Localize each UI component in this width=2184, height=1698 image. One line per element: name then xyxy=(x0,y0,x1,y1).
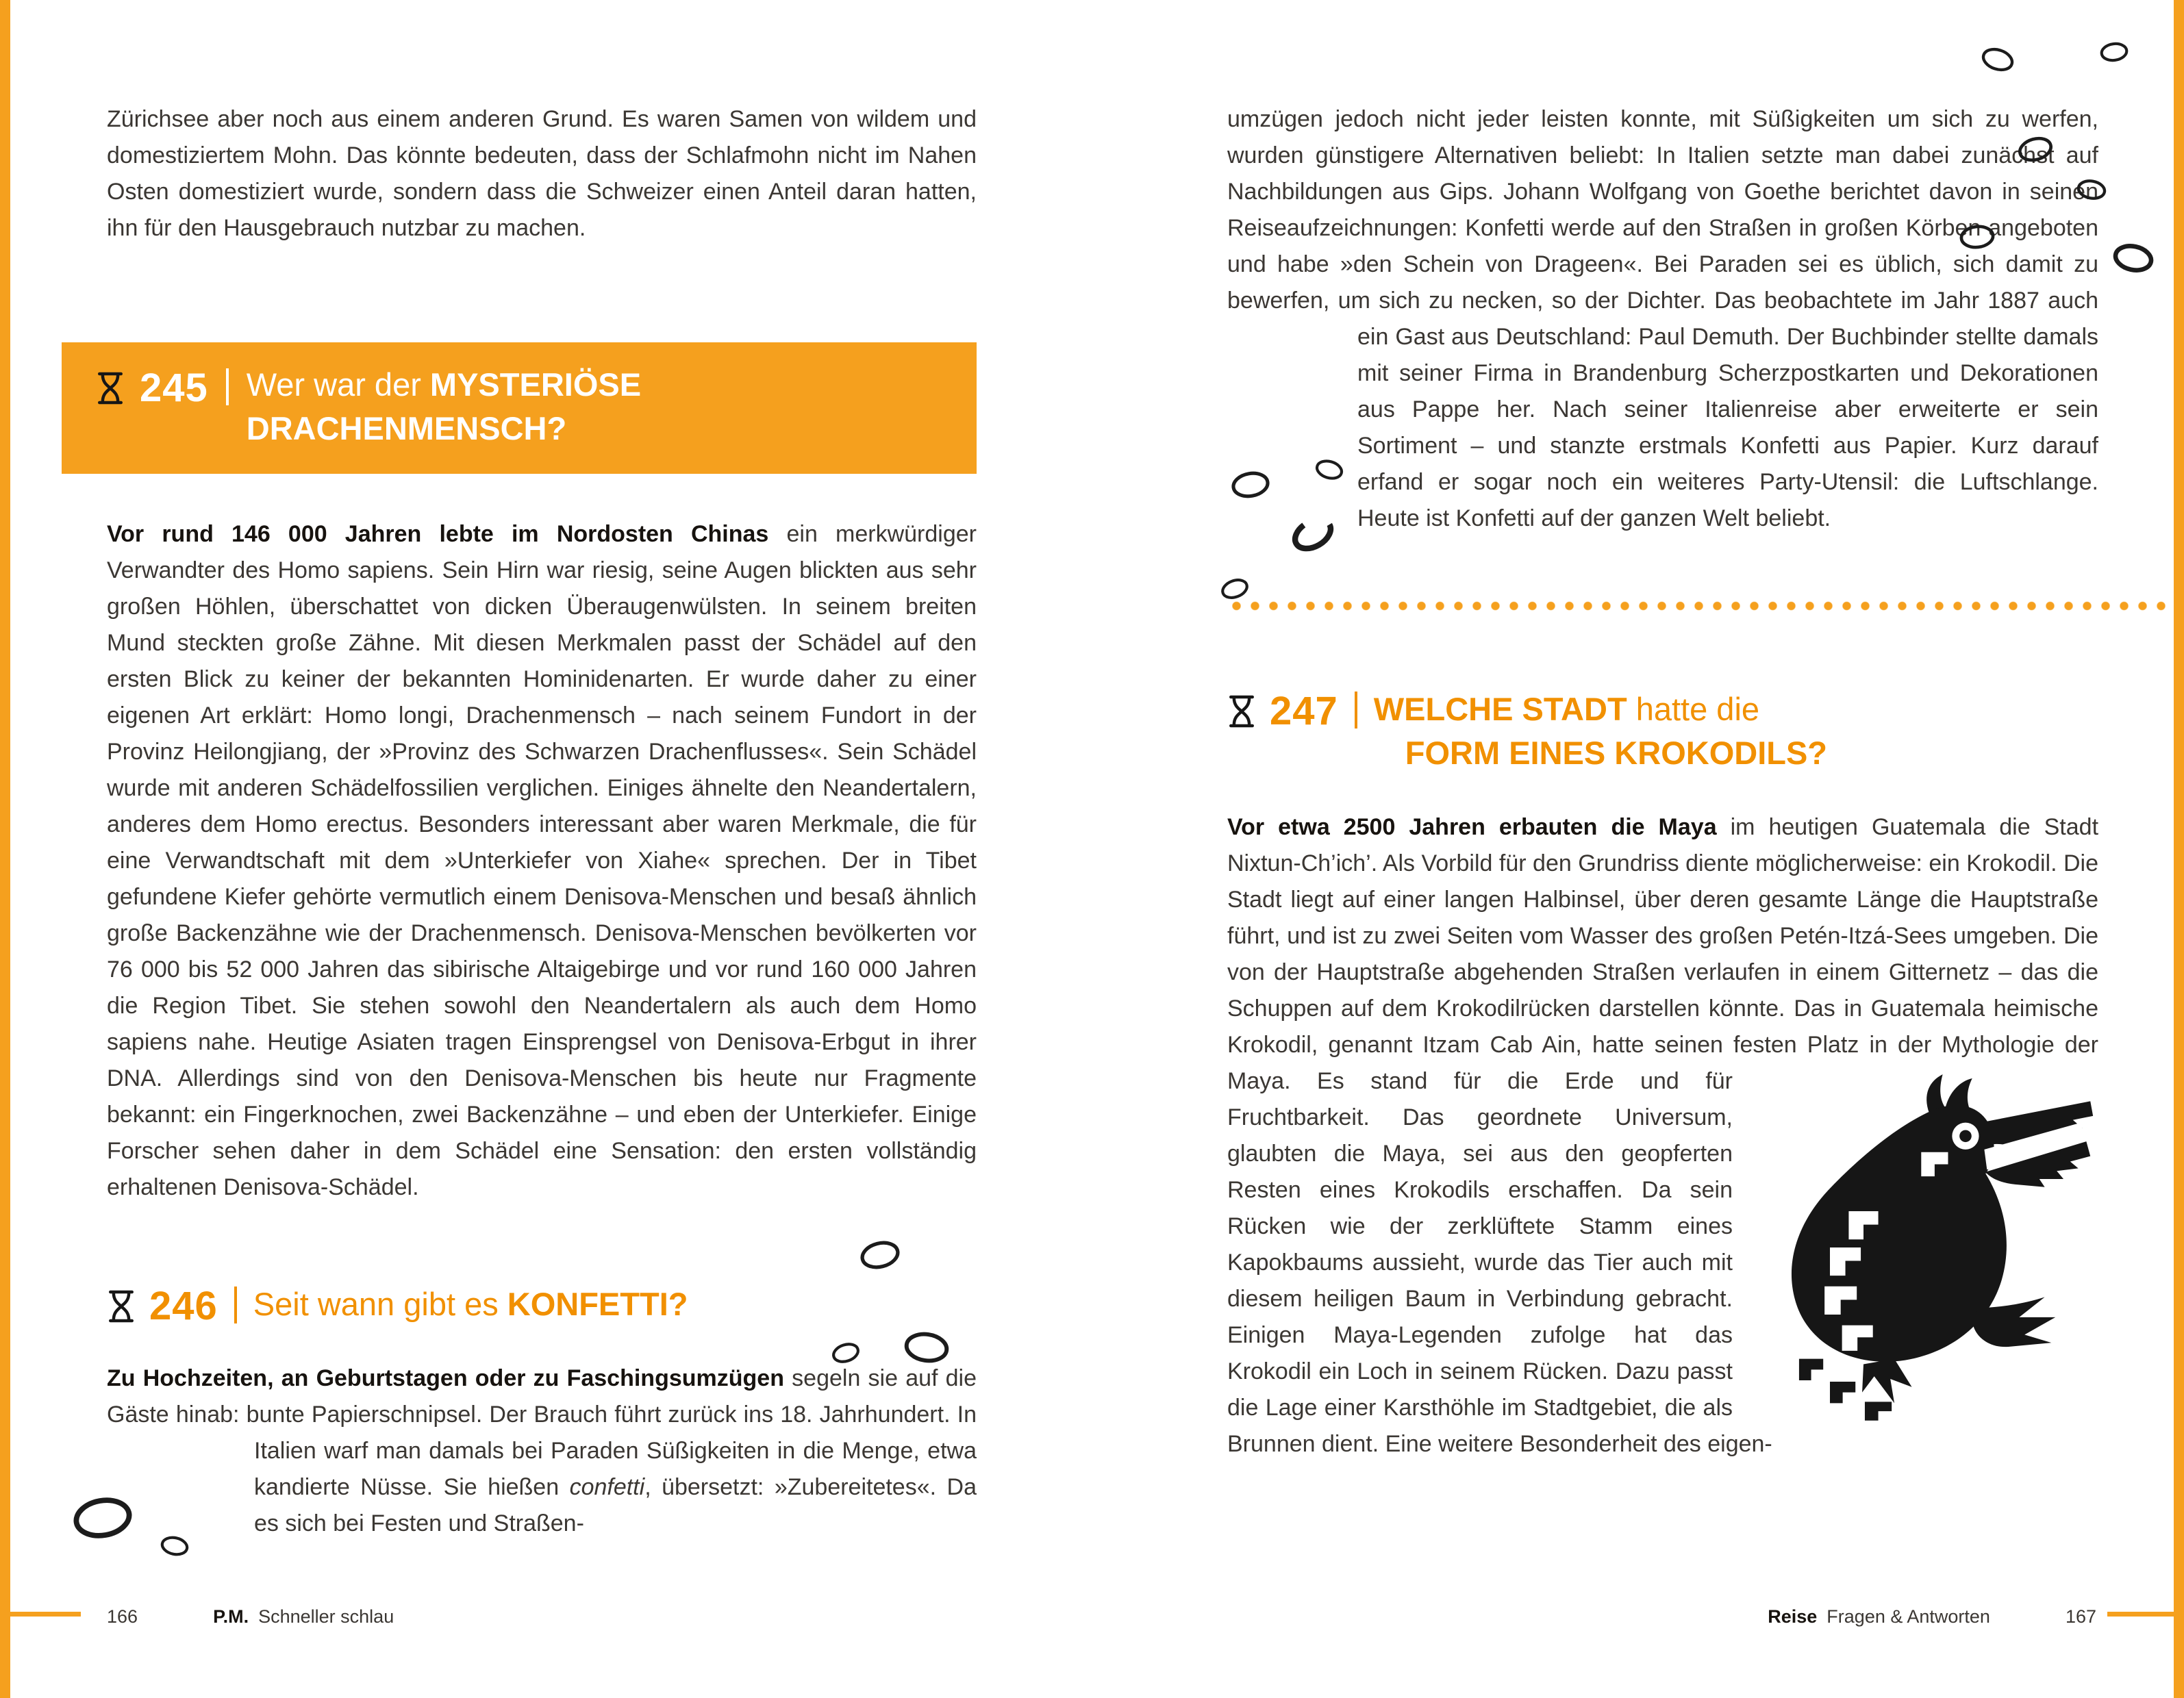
heading-divider xyxy=(234,1287,237,1323)
title-regular: Seit wann gibt es xyxy=(253,1286,507,1322)
confetti-ring-icon xyxy=(2108,237,2159,280)
question-title xyxy=(247,363,641,451)
section-brand-suffix: Fragen & Antworten xyxy=(1827,1606,1990,1627)
confetti-ring-icon xyxy=(1976,40,2020,79)
page-right xyxy=(1227,101,2098,1462)
hourglass-icon xyxy=(1227,693,1256,730)
title-regular: Wer war der xyxy=(246,366,430,403)
question-title xyxy=(1374,687,1827,775)
paragraph-lead: Zu Hochzeiten, an Geburtstagen oder zu Faschingsumzügen xyxy=(107,1365,784,1391)
question-number: 247 xyxy=(1270,689,1338,733)
magazine-brand-suffix: Schneller schlau xyxy=(258,1606,394,1627)
paragraph-text: im heutigen Guatemala die Stadt Nixtun-Ch’ich’. Als Vorbild für den Grundriss diente möglicherweise: ein Krokodil. Die Stadt liegt auf einer langen Halbinsel, über deren gesamte Länge die Hauptstraße führt, und ist zu zwei Seiten vom Wasser des großen Petén-Itzá-Sees umgeben. Die von der Hauptstraße abgehenden Straßen verlaufen in einem Gitternetz – das die Schuppen auf dem Krokodilrücken darstellen könnte. Das in Guatemala heimische Krokodil, genannt Itzam Cab Ain, hatte seinen festen Platz in der Mythologie der Maya. Es stand für die Erde und für xyxy=(1227,814,2099,1094)
page-number: 167 xyxy=(2065,1606,2096,1627)
confetti-ring-icon xyxy=(1956,220,1998,254)
italic-term: confetti xyxy=(569,1474,645,1500)
title-strong: MYSTERIÖSE xyxy=(429,366,642,403)
section-brand: Reise xyxy=(1768,1606,1818,1627)
paragraph-text: ein merkwürdiger Verwandter des Homo sapiens. Sein Hirn war riesig, seine Augen blickten aus sehr großen Höhlen, überschattet von dicken Überaugenwülsten. In seinem breiten Mund steckten große Zähne. Mit diesen Merkmalen passt der Schädel auf den ersten Blick zu keiner der bekannten Hominidenarten. Er wurde daher zu einer eigenen Art erklärt: Homo longi, Drachenmensch – nach seinem Fundort in der Provinz Heilongjiang, der »Provinz des Schwarzen Drachenflusses«. Sein Schädel wurde mit anderen Schädelfossilien verglichen. Einiges ähnelte den Neandertalern, anderes dem Homo erectus. Besonders interessant aber waren Merkmale, die für eine Verwandtschaft mit dem »Unterkiefer von Xiahe« sprechen. Der in Tibet gefundene Kiefer gehörte vermutlich einem Denisova-Menschen und besaß ähnlich große Backenzähne wie der Drachenmensch. Denisova-Menschen bevölkerten vor 76 000 bis 52 000 Jahren das sibirische Altaigebirge und vor rund 160 000 Jahren die Region Tibet. Sie stehen sowohl den Neandertalern als auch dem Homo sapiens nahe. Heutige Asiaten tragen Einsprengsel von Denisova-Erbgut in ihrer DNA. Allerdings sind von den Denisova-Menschen bis heute nur Fragmente bekannt: ein Fingerknochen, zwei Backenzähne – und eben der Unterkiefer. Einige Forscher sehen daher in dem Schädel eine Sensation: den ersten vollständig erhaltenen Denisova-Schädel. xyxy=(107,521,977,1200)
footer-right xyxy=(1768,1606,2096,1627)
footer-rule-right xyxy=(2107,1612,2184,1617)
title-strong: KONFETTI? xyxy=(507,1286,688,1322)
q246-heading xyxy=(107,1282,977,1326)
q246-body xyxy=(107,1360,977,1542)
footer-left xyxy=(107,1606,394,1627)
page-edge-bar-left xyxy=(0,0,10,1698)
title-line2: DRACHENMENSCH? xyxy=(246,410,567,446)
question-number: 245 xyxy=(140,366,208,410)
paragraph-lead: Vor etwa 2500 Jahren erbauten die Maya xyxy=(1227,814,1717,840)
title-regular: hatte die xyxy=(1627,691,1760,727)
question-number: 246 xyxy=(149,1284,218,1328)
maya-crocodile-illustration xyxy=(1763,1072,2098,1421)
magazine-brand: P.M. xyxy=(213,1606,249,1627)
q247-body xyxy=(1227,809,2098,1462)
title-line2: FORM EINES KROKODILS? xyxy=(1405,735,1828,771)
paragraph-text: Süßigkeiten in die Menge, etwa kandierte Nüsse. Sie hießen xyxy=(254,1438,977,1500)
page-left xyxy=(107,101,977,1542)
heading-divider xyxy=(1355,692,1357,728)
heading-divider xyxy=(226,368,229,405)
paragraph-text: Fruchtbarkeit. Das geordnete Universum, glaubten die Maya, sei aus den geopferten Resten eines Krokodils erschaffen. Da sein Rücken wie der zerklüftete Stamm eines Kapokbaums aussieht, wurde das Tier auch mit diesem heiligen Baum in Verbindung gebracht. Einigen Maya-Legenden zufolge hat das Krokodil ein Loch in seinem Rücken. Dazu passt die Lage einer Karsthöhle im Stadtgebiet, die als Brunnen dient. Eine weitere Besonderheit des eigen- xyxy=(1227,1104,1772,1457)
page-edge-bar-right xyxy=(2174,0,2184,1698)
paragraph-text: segeln sie auf die Gäste hinab: bunte Papierschnipsel. Der Brauch führt zurück ins 18. Jahrhundert. In Italien warf man damals bei Paraden xyxy=(107,1365,977,1464)
paragraph-text: umzügen jedoch nicht jeder leisten konnte, mit Süßigkeiten um sich zu werfen, wurden günstigere Alternativen beliebt: In Italien setzte man dabei zunächst auf Nachbildungen aus Gips. Johann Wolfgang von Goethe berichtet davon in seinen Reiseaufzeichnungen: Konfetti werde auf den Straßen in großen Körben angeboten und habe »den Schein von Drageen«. Bei Paraden sei es üblich, sich damit zu bewerfen, um sich zu necken, so der Dichter. Das beobachtete im Jahr 1887 auch ein Gast aus Deutschland: Paul Demuth. Der xyxy=(1227,106,2098,350)
intro-paragraph: Zürichsee aber noch aus einem anderen Grund. Es waren Samen von wildem und domestiziertem Mohn. Das könnte bedeuten, dass der Schlafmohn nicht im Nahen Osten domestiziert wurde, sondern dass die Schweizer einen Anteil daran hatten, ihn für den Hausgebrauch nutzbar zu machen. xyxy=(107,106,977,241)
paragraph-lead: Vor rund 146 000 Jahren lebte im Nordosten Chinas xyxy=(107,521,769,547)
dotted-divider xyxy=(1227,601,2184,611)
confetti-ring-icon xyxy=(2073,174,2110,205)
q245-banner xyxy=(62,342,977,474)
confetti-ring-icon xyxy=(899,1325,954,1370)
hourglass-icon xyxy=(107,1288,136,1325)
q246-continuation xyxy=(1227,101,2098,537)
question-title xyxy=(253,1282,688,1326)
paragraph-text: Buchbinder stellte damals mit seiner Firma in Brandenburg Scherzpostkarten und Dekorationen aus Pappe her. Nach seiner Italienreise aber erweiterte er sein Sortiment – und stanzte erstmals Konfetti aus Papier. Kurz darauf erfand er sogar noch ein weiteres Party-Utensil: die Luftschlange. Heute ist Konfetti auf der ganzen Welt beliebt. xyxy=(1357,324,2098,531)
confetti-ring-icon xyxy=(2097,38,2132,66)
paragraph-text: , übersetzt: »Zubereitetes«. Da es sich bei Festen und Straßen- xyxy=(254,1474,977,1536)
hourglass-icon xyxy=(96,370,125,407)
title-strong: WELCHE STADT xyxy=(1373,691,1627,727)
q245-body xyxy=(107,516,977,1206)
q247-heading xyxy=(1227,687,2098,775)
text-wrap-spacer xyxy=(1227,319,1357,538)
page-number: 166 xyxy=(107,1606,138,1627)
footer-rule-left xyxy=(0,1612,81,1617)
